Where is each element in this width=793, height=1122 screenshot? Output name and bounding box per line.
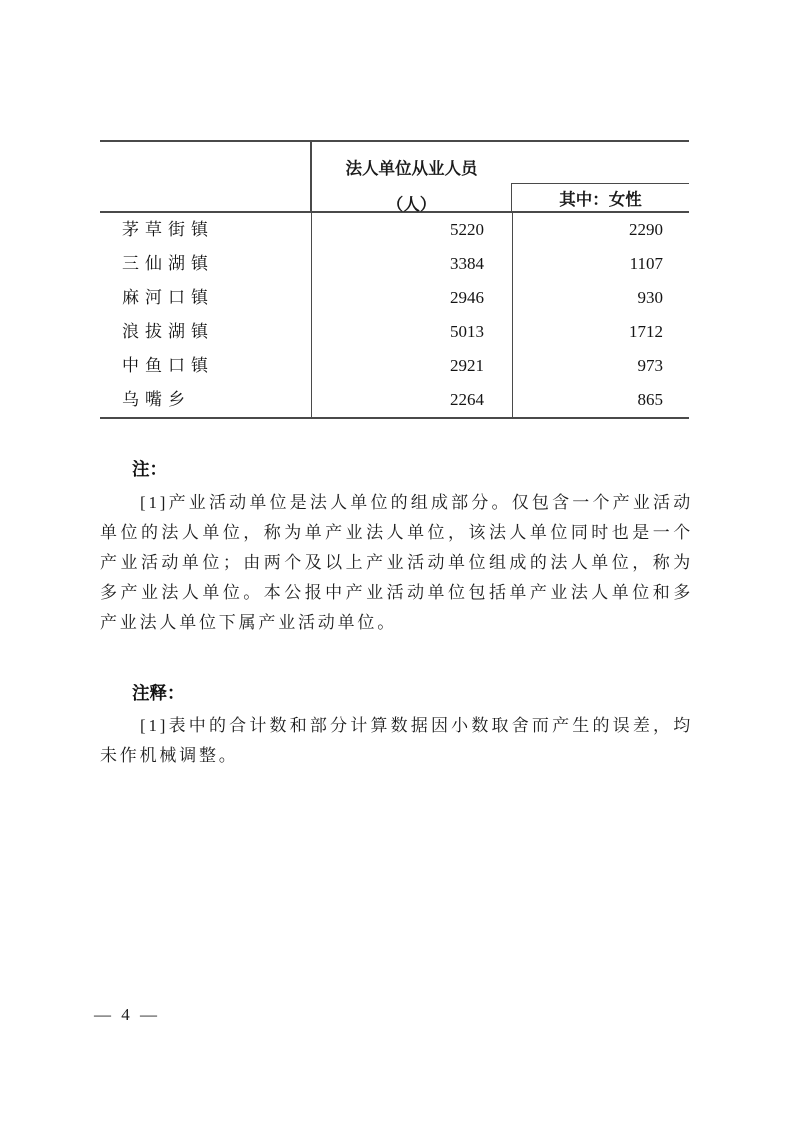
town-name-cell: 三仙湖镇	[122, 254, 214, 273]
table-row	[100, 213, 689, 247]
annotation-paragraph: [1]表中的合计数和部分计算数据因小数取舍而产生的误差，均未作机械调整。	[100, 716, 693, 765]
header-employees-unit: （人）	[386, 196, 437, 214]
page-number: — 4 —	[94, 1005, 160, 1024]
employees-cell: 2921	[311, 349, 512, 383]
table-header	[100, 140, 689, 213]
table-row	[100, 281, 689, 315]
employment-statistics-table	[100, 140, 689, 419]
header-employees-title: 法人单位从业人员	[345, 160, 478, 178]
annotation-heading: 注释：	[132, 683, 185, 703]
employees-cell: 2946	[311, 281, 512, 315]
town-name-cell: 浪拔湖镇	[122, 322, 214, 341]
female-cell: 930	[512, 281, 689, 315]
female-cell: 973	[512, 349, 689, 383]
table-row	[100, 383, 689, 417]
town-name-cell: 乌嘴乡	[122, 390, 191, 409]
table-row	[100, 315, 689, 349]
female-cell: 2290	[512, 213, 689, 247]
note-heading: 注：	[132, 459, 167, 479]
female-cell: 865	[512, 383, 689, 417]
employees-cell: 3384	[311, 247, 512, 281]
female-cell: 1712	[512, 315, 689, 349]
table-body	[100, 213, 689, 419]
town-name-cell: 麻河口镇	[122, 288, 214, 307]
female-cell: 1107	[512, 247, 689, 281]
header-female-subcolumn: 其中：女性	[511, 183, 689, 211]
town-name-cell: 中鱼口镇	[122, 356, 214, 375]
employees-cell: 5220	[311, 213, 512, 247]
town-name-cell: 茅草街镇	[122, 220, 214, 239]
employees-cell: 2264	[311, 383, 512, 417]
table-row	[100, 247, 689, 281]
table-row	[100, 349, 689, 383]
note-paragraph: [1]产业活动单位是法人单位的组成部分。仅包含一个产业活动单位的法人单位，称为单产业法人单位，该法人单位同时也是一个产业活动单位；由两个及以上产业活动单位组成的法人单位，称为多产业法人单位。本公报中产业活动单位包括单产业法人单位和多产业法人单位下属产业活动单位。	[100, 493, 693, 632]
employees-cell: 5013	[311, 315, 512, 349]
